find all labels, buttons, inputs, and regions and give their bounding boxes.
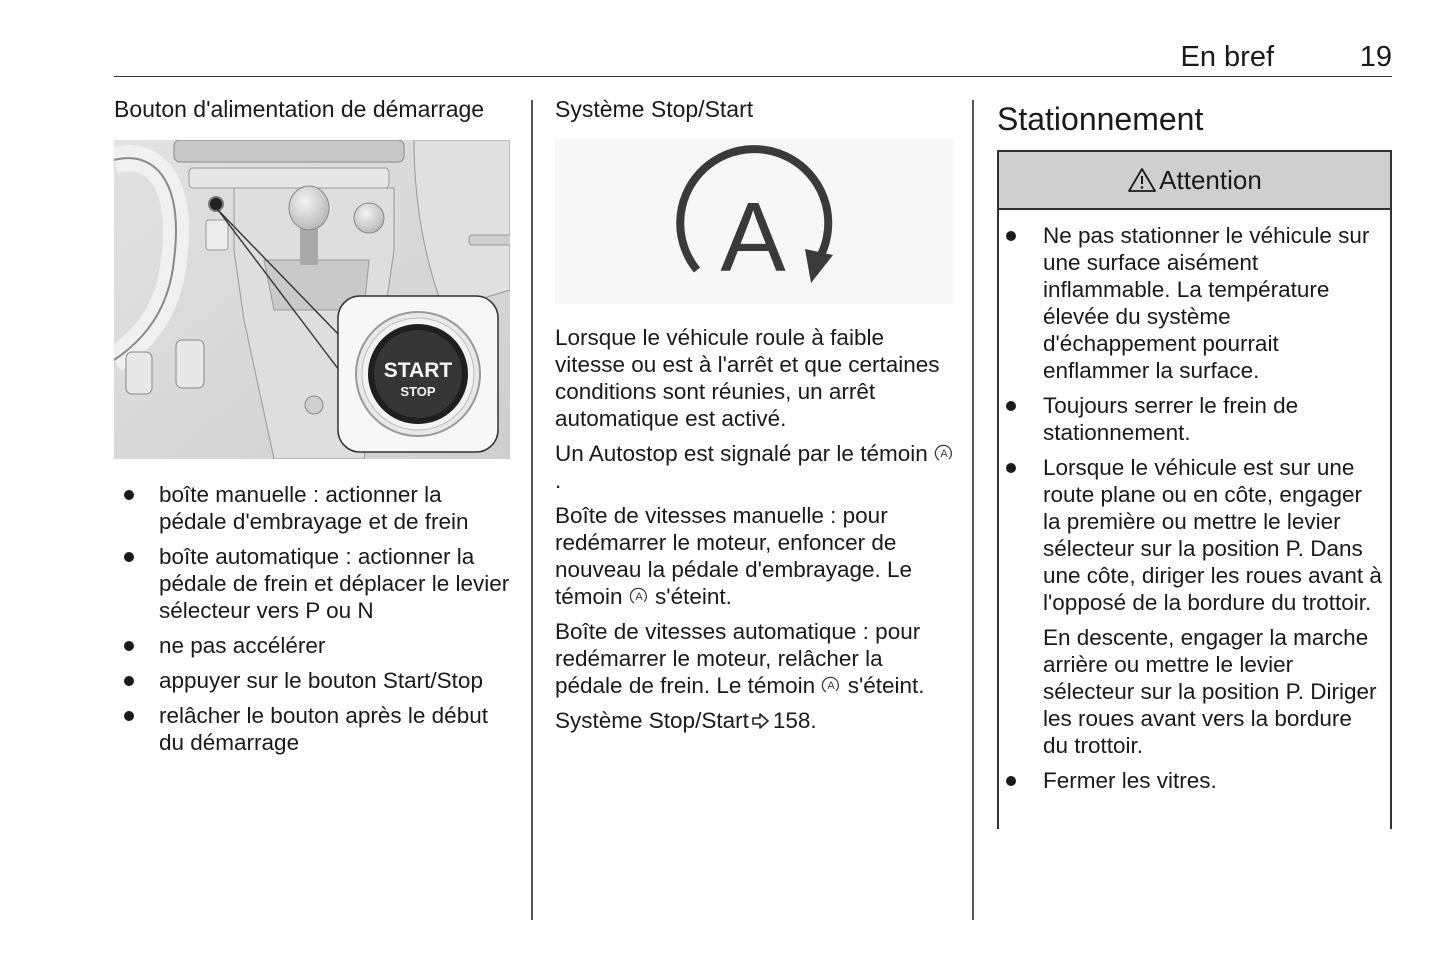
stop-label: STOP [400, 384, 436, 399]
autostop-A-circle-arrow-icon [555, 139, 953, 304]
list-item [114, 632, 514, 659]
warning-box [997, 150, 1392, 829]
paragraph-manual-restart: Boîte de vitesses manuelle : pour redémarrer le moteur, enfoncer de nouveau la pédale d'embrayage. Le témoin A s'éteint. [555, 503, 913, 609]
list-item-text: appuyer sur le bouton Start/Stop [159, 668, 483, 693]
bullet-icon [1006, 401, 1016, 411]
dashboard-console-illustration [114, 140, 510, 459]
list-item-text: Ne pas stationner le véhicule sur une surface aisément inflammable. La température élevée du système d'échappement pourrait enflammer la surface. [1043, 223, 1370, 383]
bullet-icon [124, 641, 134, 651]
autostop-indicator-icon [821, 675, 841, 695]
autostop-illustration [555, 139, 953, 304]
start-label: START [383, 359, 453, 382]
warning-header [999, 152, 1390, 210]
list-item-text: boîte manuelle : actionner la pédale d'embrayage et de frein [159, 482, 469, 534]
list-item-text: boîte automatique : actionner la pédale de frein et déplacer le levier sélecteur vers P ou N [159, 544, 510, 623]
paragraph-autostop-indicator: Un Autostop est signalé par le témoin A . [555, 440, 955, 494]
svg-text:A: A [940, 448, 948, 460]
list-item [114, 481, 514, 535]
column-divider-1 [531, 100, 533, 920]
subheading-stop-start: Système Stop/Start [555, 96, 754, 122]
start-button-illustration [114, 140, 510, 459]
bullet-icon [1006, 463, 1016, 473]
autostop-indicator-icon [629, 586, 649, 606]
paragraph-automatic-restart: Boîte de vitesses automatique : pour redémarrer le moteur, relâcher la pédale de frein. Le témoin A s'éteint. [555, 619, 925, 698]
list-item-text: ne pas accélérer [159, 633, 326, 658]
warning-body [999, 210, 1390, 794]
column-stop-start [555, 95, 955, 742]
list-item-text: Toujours serrer le frein de stationnement. [1043, 393, 1299, 445]
list-item [999, 454, 1382, 759]
warning-triangle-icon [1127, 167, 1157, 193]
list-item-text: Lorsque le véhicule est sur une route plane ou en côte, engager la première ou mettre le levier sélecteur sur la position P. Dans une côte, diriger les roues avant à l'opposé de la bordure du trottoir. [1043, 455, 1382, 615]
autostop-indicator-icon [934, 443, 954, 463]
svg-text:A: A [827, 680, 836, 692]
parking-warning-list [999, 222, 1382, 794]
warning-title: Attention [1159, 164, 1262, 195]
bullet-icon [124, 676, 134, 686]
list-item [114, 702, 514, 756]
list-item-subparagraph: En descente, engager la marche arrière ou mettre le levier sélecteur sur la position P. Diriger les roues avant vers la bordure du trottoir. [1043, 625, 1377, 758]
bullet-icon [124, 711, 134, 721]
section-title: En bref [1180, 41, 1274, 73]
bullet-icon [124, 552, 134, 562]
column-parking [997, 95, 1392, 829]
heading-parking: Stationnement [997, 101, 1204, 137]
bullet-icon [124, 490, 134, 500]
list-item [999, 392, 1382, 446]
column-divider-2 [972, 100, 974, 920]
autostop-glyph: A [720, 182, 786, 292]
subheading-start-button: Bouton d'alimentation de démarrage [114, 96, 485, 122]
list-item [114, 543, 514, 624]
list-item-text: Fermer les vitres. [1043, 768, 1217, 793]
list-item [999, 222, 1382, 384]
page-number: 19 [1359, 41, 1392, 73]
list-item [114, 667, 514, 694]
list-item-text: relâcher le bouton après le début du démarrage [159, 703, 488, 755]
bullet-icon [1006, 231, 1016, 241]
start-procedure-list [114, 481, 514, 756]
svg-text:A: A [635, 591, 643, 603]
page-header [114, 40, 1392, 77]
paragraph-autostop-intro: Lorsque le véhicule roule à faible vitesse ou est à l'arrêt et que certaines conditions sont réunies, un arrêt automatique est activé. [555, 325, 940, 431]
list-item [999, 767, 1382, 794]
column-start-button [114, 95, 514, 764]
bullet-icon [1006, 776, 1016, 786]
page-reference-arrow-icon [751, 712, 771, 730]
cross-reference[interactable]: Système Stop/Start 158. [555, 708, 817, 733]
